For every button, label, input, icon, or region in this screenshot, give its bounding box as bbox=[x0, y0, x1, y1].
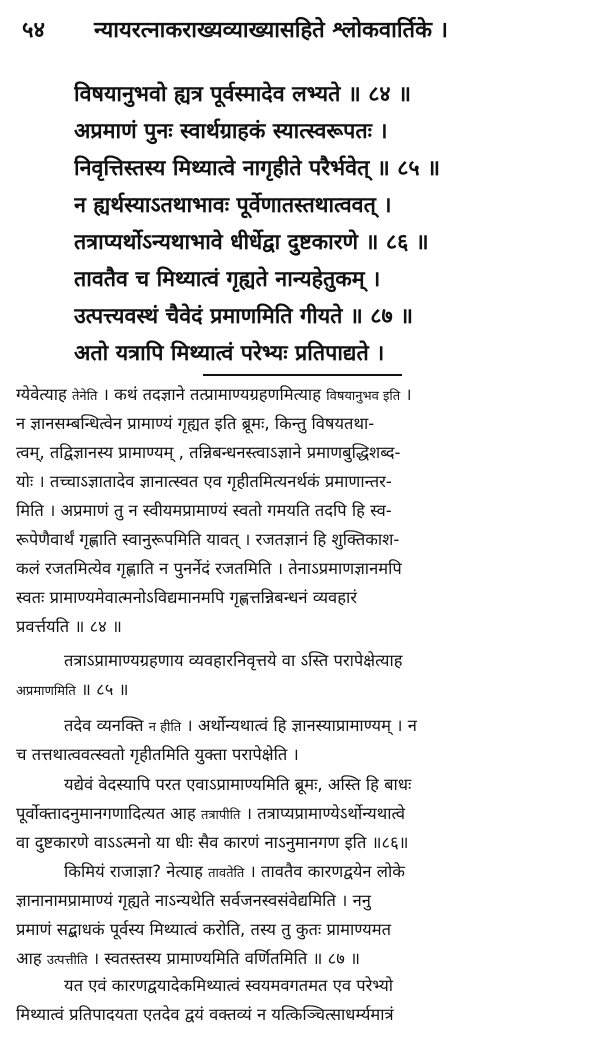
pratika-quote: उत्पत्तीति bbox=[46, 953, 88, 968]
commentary-text: स्वतः प्रामाण्यमेवात्मनोऽविद्यमानमपि गृह्णत्तन्निबन्धनं व्यवहारं bbox=[16, 588, 357, 607]
commentary-line bbox=[16, 915, 586, 944]
separator-rule bbox=[203, 374, 402, 376]
commentary-line bbox=[16, 971, 586, 1000]
commentary-text: यद्येवं वेदस्यापि परत एवाऽप्रामाण्यमिति ब्रूमः, अस्ति हि बाधः bbox=[64, 775, 412, 794]
commentary-line bbox=[16, 886, 586, 915]
commentary-text: । तत्राप्यप्रामाण्येऽर्थोन्यथात्वे bbox=[240, 804, 406, 823]
commentary-line bbox=[16, 438, 586, 467]
commentary-text: । स्वतस्तस्य प्रामाण्यमिति वर्णितमिति ॥ ८७ ॥ bbox=[87, 949, 360, 968]
commentary-text: आह bbox=[16, 949, 47, 968]
pratika-quote: विषयानुभव इति bbox=[326, 389, 401, 404]
commentary-line bbox=[16, 583, 586, 612]
commentary-text: मिथ्यात्वं प्रतिपादयता एतदेव द्वयं वक्तव्यं न यत्किञ्चित्साधर्म्यमात्रं bbox=[16, 1005, 394, 1024]
commentary-text: ॥ ८५ ॥ bbox=[75, 680, 129, 699]
page-number: ५४ bbox=[22, 18, 45, 43]
commentary-text: । अर्थोन्यथात्वं हि ज्ञानस्याप्रामाण्यम् । न bbox=[181, 716, 417, 735]
commentary-line bbox=[16, 380, 586, 409]
commentary-text: तदेव व्यनक्ति bbox=[64, 716, 149, 735]
pratika-quote: तत्रापीति bbox=[200, 808, 241, 823]
commentary-line bbox=[16, 675, 586, 704]
verse-line: निवृत्तिस्तस्य मिथ्यात्वे नागृहीते परैर्भवेत् ॥ ८५ ॥ bbox=[74, 156, 440, 181]
commentary-text: । bbox=[400, 385, 412, 404]
commentary-text: । कथं तदज्ञाने तत्प्रामाण्यग्रहणमित्याह bbox=[97, 385, 327, 404]
commentary-line bbox=[16, 646, 586, 675]
commentary-text: न ज्ञानसम्बन्धित्वेन प्रामाण्यं गृह्यत इति ब्रूमः, किन्तु विषयतथा- bbox=[16, 414, 375, 433]
commentary-text: च तत्तथात्ववत्स्वतो गृहीतमिति युक्ता परापेक्षेति । bbox=[16, 745, 299, 764]
verse-line: न ह्यर्थस्याऽतथाभावः पूर्वेणातस्तथात्ववत् । bbox=[74, 193, 392, 218]
page-header bbox=[22, 14, 582, 50]
commentary-paragraph bbox=[16, 971, 586, 1029]
commentary-text: तत्राऽप्रामाण्यग्रहणाय व्यवहारनिवृत्तये वा ऽस्ति परापेक्षेत्याह bbox=[64, 651, 403, 670]
pratika-quote: तावतेति bbox=[208, 866, 245, 881]
commentary-text: यत एवं कारणद्वयादेकमिथ्यात्वं स्वयमवगतमत एव परेभ्यो bbox=[64, 976, 394, 995]
commentary-line bbox=[16, 740, 586, 769]
commentary-text: किमियं राजाज्ञा? नेत्याह bbox=[64, 862, 209, 881]
commentary-paragraph bbox=[16, 857, 586, 973]
commentary-line bbox=[16, 1000, 586, 1029]
pratika-quote: न हीति bbox=[148, 720, 182, 735]
commentary-text: ज्ञानानामप्रामाण्यं गृह्यते नाऽन्यथेति सर्वजनस्वसंवेद्यमिति । ननु bbox=[16, 891, 371, 910]
commentary-text: । तावतैव कारणद्वयेन लोके bbox=[244, 862, 405, 881]
pratika-quote: अप्रमाणमिति bbox=[16, 684, 76, 699]
running-title: न्यायरत्नाकराख्यव्याख्यासहिते श्लोकवार्तिके । bbox=[94, 18, 448, 43]
commentary-line bbox=[16, 857, 586, 886]
verse-line: तावतैव च मिथ्यात्वं गृह्यते नान्यहेतुकम् । bbox=[74, 267, 381, 292]
commentary-paragraph bbox=[16, 711, 586, 769]
commentary-text: ग्येवेत्याह bbox=[16, 385, 73, 404]
verse-block bbox=[74, 76, 594, 372]
verse-line: अतो यत्रापि मिथ्यात्वं परेभ्यः प्रतिपाद्यते । bbox=[74, 341, 385, 366]
commentary-paragraph bbox=[16, 380, 586, 641]
commentary-line bbox=[16, 554, 586, 583]
commentary-line bbox=[16, 711, 586, 740]
commentary-text: वा दुष्टकारणे वाऽऽत्मनो या धीः सैव कारणं नाऽनुमानगण इति ॥८६॥ bbox=[16, 833, 409, 852]
commentary-line bbox=[16, 828, 586, 857]
verse-line: विषयानुभवो ह्यत्र पूर्वस्मादेव लभ्यते ॥ ८४ ॥ bbox=[74, 82, 411, 107]
verse-line: अप्रमाणं पुनः स्वार्थग्राहकं स्यात्स्वरूपतः । bbox=[74, 119, 388, 144]
commentary-line bbox=[16, 799, 586, 828]
commentary-paragraph bbox=[16, 770, 586, 857]
commentary-line bbox=[16, 770, 586, 799]
commentary-line bbox=[16, 612, 586, 641]
commentary-line bbox=[16, 467, 586, 496]
commentary-text: मिति । अप्रमाणं तु न स्वीयमप्रामाण्यं स्वतो गमयति तदपि हि स्व- bbox=[16, 501, 392, 520]
commentary-text: पूर्वोक्तादनुमानगणादित्यत आह bbox=[16, 804, 201, 823]
commentary-text: रूपेणैवार्थं गृह्णाति स्वानुरूपमिति यावत् । रजतज्ञानं हि शुक्तिकाश- bbox=[16, 530, 400, 549]
commentary-line bbox=[16, 409, 586, 438]
commentary-paragraph bbox=[16, 646, 586, 704]
commentary-text: प्रवर्त्तयति ॥ ८४ ॥ bbox=[16, 617, 122, 636]
commentary-line bbox=[16, 944, 586, 973]
commentary-text: योः । तच्चाऽज्ञातादेव ज्ञानात्स्वत एव गृहीतमित्यनर्थकं प्रमाणान्तर- bbox=[16, 472, 392, 491]
commentary-text: प्रमाणं सद्बाधकं पूर्वस्य मिथ्यात्वं करोति, तस्य तु कुतः प्रामाण्यमत bbox=[16, 920, 391, 939]
verse-line: तत्राप्यर्थोऽन्यथाभावे धीर्धेद्वा दुष्टकारणे ॥ ८६ ॥ bbox=[74, 230, 429, 255]
commentary-text: त्वम्, तद्विज्ञानस्य प्रामाण्यम् , तन्निबन्धनस्त्वाऽज्ञाने प्रमाणबुद्धिशब्द- bbox=[16, 443, 401, 462]
verse-line: उत्पत्त्यवस्थं चैवेदं प्रमाणमिति गीयते ॥ ८७ ॥ bbox=[74, 304, 413, 329]
commentary-line bbox=[16, 525, 586, 554]
commentary-line bbox=[16, 496, 586, 525]
commentary-text: कलं रजतमित्येव गृह्णाति न पुनर्नेदं रजतमिति । तेनाऽप्रमाणज्ञानमपि bbox=[16, 559, 402, 578]
pratika-quote: तेनेति bbox=[72, 389, 98, 404]
